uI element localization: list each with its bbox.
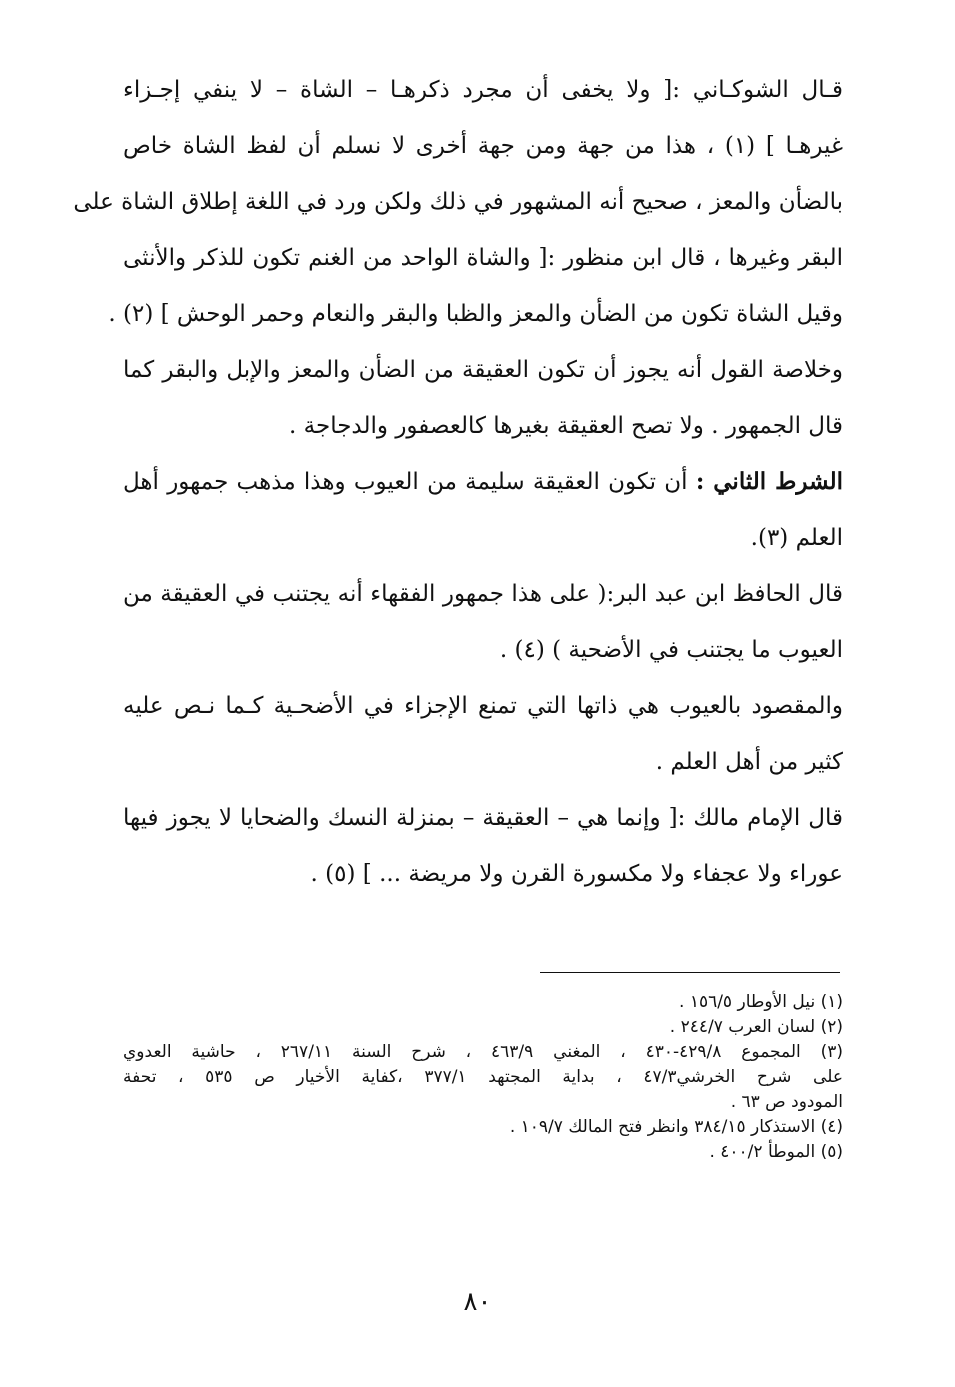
footnote: (١) نيل الأوطار ١٥٦/٥ . bbox=[679, 992, 843, 1012]
text-line: بالضأن والمعز ، صحيح أنه المشهور في ذلك ولكن ورد في اللغة إطلاق الشاة على bbox=[73, 189, 843, 215]
text-line: غيرهـا ] (١) ، هذا من جهة ومن جهة أخرى لا نسلم أن لفظ الشاة خاص bbox=[123, 133, 843, 159]
text-line: قـال الشوكـاني :[ ولا يخفى أن مجرد ذكرهـا – الشاة – لا ينفي إجـزاء bbox=[123, 77, 843, 103]
text-line: قال الإمام مالك :[ وإنما هي – العقيقة – بمنزلة النسك والضحايا لا يجوز فيها bbox=[123, 805, 843, 831]
text-line: وقيل الشاة تكون من الضأن والمعز والظبا والبقر والنعام وحمر الوحش ] (٢) . bbox=[108, 301, 843, 327]
footnote-divider bbox=[540, 972, 840, 973]
text-line: العلم (٣). bbox=[750, 525, 843, 551]
text-line: البقر وغيرها ، قال ابن منظور :[ والشاة الواحد من الغنم تكون للذكر والأنثى bbox=[123, 245, 843, 271]
footnote: (٤) الاستذكار ٣٨٤/١٥ وانظر فتح المالك ١٠٩/٧ . bbox=[509, 1117, 843, 1137]
second-condition-heading: الشرط الثاني : bbox=[695, 468, 844, 495]
main-text bbox=[73, 62, 844, 902]
footnote: المودود ص ٦٣ . bbox=[730, 1092, 843, 1112]
footnote: (٣) المجموع ٤٢٩/٨-٤٣٠ ، المغني ٤٦٣/٩ ، شرح السنة ٢٦٧/١١ ، حاشية العدوي bbox=[123, 1042, 843, 1062]
footnote: (٢) لسان العرب ٢٤٤/٧ . bbox=[669, 1017, 843, 1037]
footnote: على شرح الخرشي٤٧/٣ ، بداية المجتهد ٣٧٧/١ ،كفاية الأخيار ص ٥٣٥ ، تحفة bbox=[123, 1067, 843, 1087]
footnotes bbox=[123, 990, 843, 1165]
page-number: ٨٠ bbox=[463, 1287, 492, 1317]
footnote: (٥) الموطأ ٤٠٠/٢ . bbox=[709, 1142, 843, 1162]
text-line: عوراء ولا عجفاء ولا مكسورة القرن ولا مريضة ... ] (٥) . bbox=[310, 861, 843, 887]
text-line bbox=[123, 454, 843, 510]
text-line: كثير من أهل العلم . bbox=[655, 749, 843, 775]
text-line: والمقصود بالعيوب هي ذاتها التي تمنع الإجزاء في الأضحـية كـما نـص عليه bbox=[123, 693, 843, 719]
text-line: وخلاصة القول أنه يجوز أن تكون العقيقة من الضأن والمعز والإبل والبقر كما bbox=[123, 357, 843, 383]
second-condition-text: أن تكون العقيقة سليمة من العيوب وهذا مذهب جمهور أهل bbox=[123, 469, 688, 495]
text-line: قال الجمهور . ولا تصح العقيقة بغيرها كالعصفور والدجاجة . bbox=[289, 413, 843, 439]
text-line: قال الحافظ ابن عبد البر:( على هذا جمهور الفقهاء أنه يجتنب في العقيقة من bbox=[123, 581, 843, 607]
text-line: العيوب ما يجتنب في الأضحية ) (٤) . bbox=[499, 637, 843, 663]
